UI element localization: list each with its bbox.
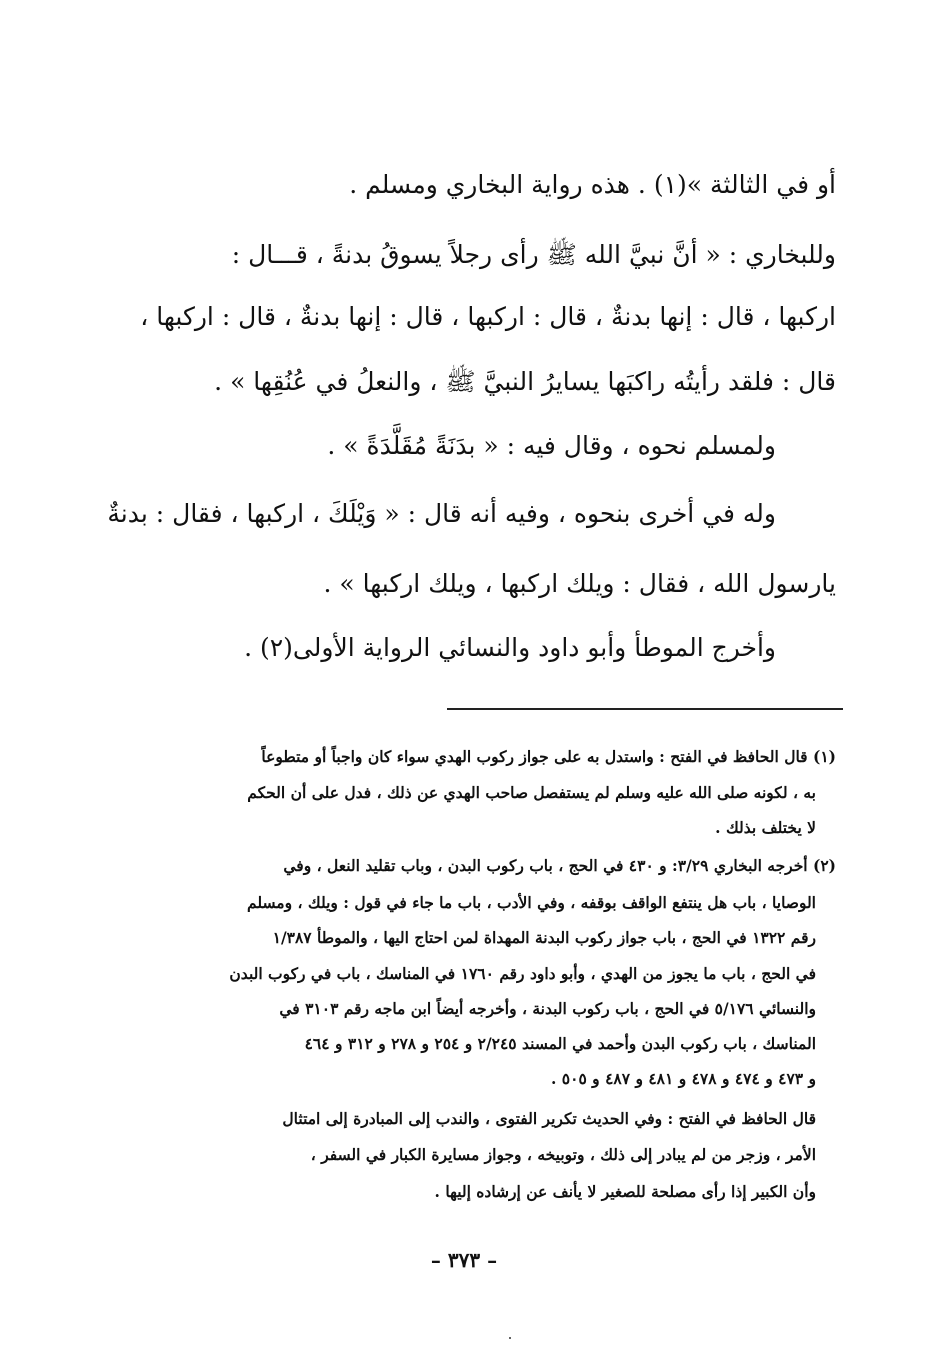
body-line-8: وأخرج الموطأ وأبو داود والنسائي الرواية الأولى(٢) . (244, 633, 776, 662)
scan-speck (509, 1337, 511, 1339)
footnote-line-5: الوصايا ، باب هل ينتفع الواقف بوقفه ، وفي الأدب ، باب ما جاء في قول : ويلك ، ومسلم (247, 893, 816, 912)
body-line-4: قال : فلقد رأيتُه راكبَها يسايرُ النبيَّ ﷺ ، والنعلُ في عُنُقِها » . (214, 367, 836, 396)
body-line-1: أو في الثالثة »(١) . هذه رواية البخاري ومسلم . (349, 170, 836, 199)
footnote-line-13: وأن الكبير إذا رأى مصلحة للصغير لا يأنف عن إرشاده إليها . (434, 1182, 816, 1201)
footnote-line-3: لا يختلف بذلك . (715, 818, 816, 837)
body-line-6: وله في أخرى بنحوه ، وفيه أنه قال : « وَيْلَكَ ، اركبها ، فقال : بدنةٌ (107, 499, 776, 528)
footnote-line-8: والنسائي ٥/١٧٦ في الحج ، باب ركوب البدنة ، وأخرجه أيضاً ابن ماجه رقم ٣١٠٣ في (279, 999, 816, 1018)
footnote-line-12: الأمر ، وزجر من لم يبادر إلى ذلك ، وتوبيخه ، وجواز مسايرة الكبار في السفر ، (310, 1145, 816, 1164)
footnote-separator (447, 708, 843, 710)
body-line-5: ولمسلم نحوه ، وقال فيه : « بدَنَةً مُقَلَّدَةً » . (327, 431, 776, 460)
footnote-line-7: في الحج ، باب ما يجوز من الهدي ، وأبو داود رقم ١٧٦٠ في المناسك ، باب في ركوب البدن (229, 964, 816, 983)
page-number: – ٣٧٣ – (430, 1248, 498, 1272)
footnote-line-11: قال الحافظ في الفتح : وفي الحديث تكرير الفتوى ، والندب إلى المبادرة إلى امتثال (282, 1109, 816, 1128)
footnote-line-6: رقم ١٣٢٢ في الحج ، باب جواز ركوب البدنة المهداة لمن احتاج اليها ، والموطأ ١/٣٨٧ (272, 928, 816, 947)
footnote-line-10: و ٤٧٣ و ٤٧٤ و ٤٧٨ و ٤٨١ و ٤٨٧ و ٥٠٥ . (551, 1069, 816, 1088)
footnote-line-9: المناسك ، باب ركوب البدن وأحمد في المسند ٢/٢٤٥ و ٢٥٤ و ٢٧٨ و ٣١٢ و ٤٦٤ (304, 1034, 816, 1053)
body-line-3: اركبها ، قال : إنها بدنةٌ ، قال : اركبها ، قال : إنها بدنةٌ ، قال : اركبها ، (140, 302, 836, 331)
footnote-line-4: (٢) أخرجه البخاري ٣/٢٩: و ٤٣٠ في الحج ، باب ركوب البدن ، وباب تقليد النعل ، وفي (283, 856, 836, 875)
footnote-line-1: (١) قال الحافظ في الفتح : واستدل به على جواز ركوب الهدي سواء كان واجباً أو متطوعاً (261, 747, 836, 766)
footnote-line-2: به ، لكونه صلى الله عليه وسلم لم يستفصل صاحب الهدي عن ذلك ، فدل على أن الحكم (247, 783, 816, 802)
body-line-7: يارسول الله ، فقال : ويلك اركبها ، ويلك اركبها » . (323, 569, 836, 598)
body-line-2: وللبخاري : « أنَّ نبيَّ الله ﷺ رأى رجلاً يسوقُ بدنةً ، قـــال : (231, 240, 836, 269)
